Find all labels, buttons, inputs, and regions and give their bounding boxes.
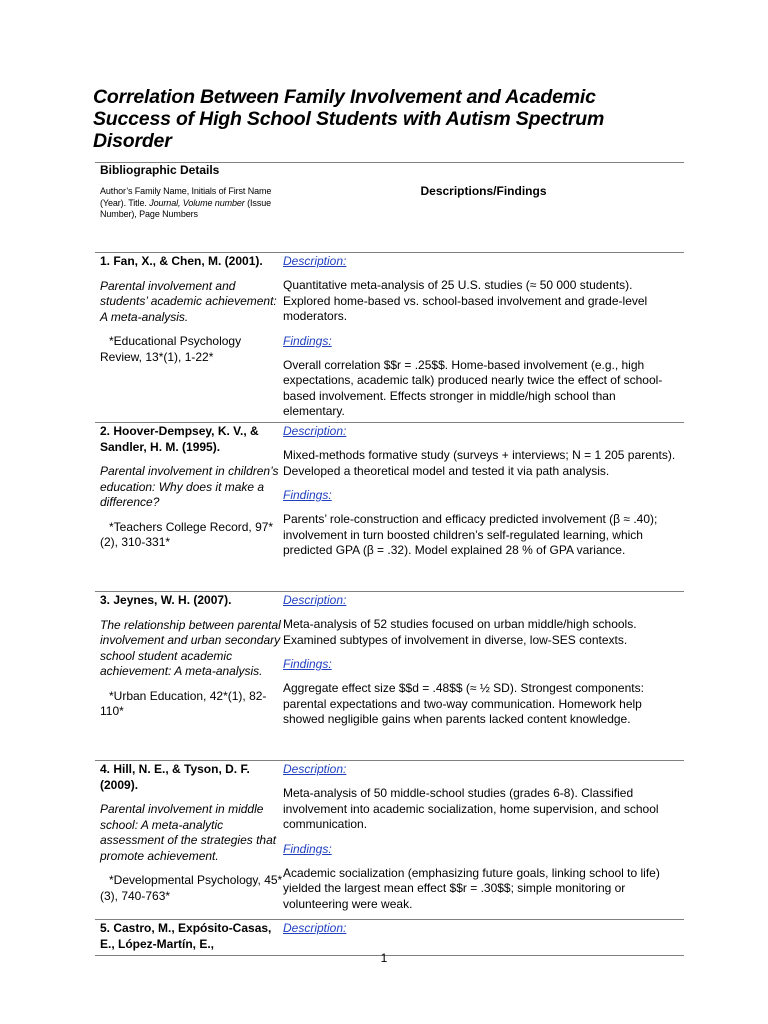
document-title: Correlation Between Family Involvement and Academic Success of High School Students with Autism Spectrum Disorder <box>93 86 605 152</box>
findings-cell <box>283 253 684 423</box>
entry-description: Quantitative meta-analysis of 25 U.S. studies (≈ 50 000 students). Explored home-based vs. school-based involvement and grade-level moderators. <box>283 278 648 323</box>
entry-findings: Academic socialization (emphasizing future goals, linking school to life) yielded the largest mean effect $$r = .30$$; simple monitoring or volunteering were weak. <box>283 865 660 911</box>
entry-authors: 5. Castro, M., Expósito-Casas, E., López-Martín, E., <box>100 921 272 951</box>
findings-label: Findings: <box>283 333 332 348</box>
findings-label: Findings: <box>283 488 332 502</box>
citation-format-journal: Journal, Volume number <box>149 197 245 208</box>
findings-cell <box>283 761 684 920</box>
entry-journal: *Developmental Psychology, 45*(3), 740-763* <box>100 873 283 903</box>
bibliographic-cell <box>95 592 283 761</box>
entry-findings: Overall correlation $$r = .25$$. Home-based involvement (e.g., high expectations, academic talk) produced nearly twice the effect of school-based involvement. Effects stronger in middle/high school than elementary. <box>283 357 663 418</box>
bibliography-table <box>95 162 684 956</box>
findings-label: Findings: <box>283 657 332 671</box>
table-row <box>95 761 684 920</box>
entry-findings: Parents’ role-construction and efficacy predicted involvement (β ≈ .40); involvement in turn boosted children’s self-regulated learning, which predicted GPA (β = .32). Model explained 28 % of GPA variance. <box>283 512 658 557</box>
header-citation-format <box>100 186 283 221</box>
header-descriptions-cell <box>283 163 684 253</box>
header-bibliographic-cell <box>95 163 283 253</box>
table-row <box>95 423 684 592</box>
page-number: 1 <box>380 951 388 965</box>
citation-format-part-1: Author’s Family Name, Initials of First Name (Year). Title. <box>100 186 272 208</box>
table-header-row <box>95 163 684 253</box>
findings-cell <box>283 592 684 761</box>
entry-authors: 4. Hill, N. E., & Tyson, D. F. (2009). <box>100 762 250 792</box>
entry-paper-title: Parental involvement in middle school: A meta-analytic assessment of the strategies that promote achievement. <box>100 802 277 863</box>
entry-description: Meta-analysis of 52 studies focused on urban middle/high schools. Examined subtypes of involvement in diverse, low-SES contexts. <box>283 617 637 647</box>
description-label: Description: <box>283 593 347 607</box>
table-row <box>95 592 684 761</box>
entry-findings: Aggregate effect size $$d = .48$$ (≈ ½ SD). Strongest components: parental expectations and two-way communication. Homework help showed negligible gains when parents lacked content knowledge. <box>283 681 644 726</box>
table-row <box>95 253 684 423</box>
entry-journal: *Urban Education, 42*(1), 82-110* <box>100 688 267 718</box>
entry-description: Mixed-methods formative study (surveys + interviews; N = 1 205 parents). Developed a theoretical model and tested it via path analysis. <box>283 448 676 478</box>
entry-paper-title: Parental involvement in children’s education: Why does it make a difference? <box>100 464 279 509</box>
bibliographic-cell <box>95 423 283 592</box>
entry-authors: 1. Fan, X., & Chen, M. (2001). <box>100 254 263 268</box>
description-label: Description: <box>283 762 347 776</box>
header-bibliographic-title: Bibliographic Details <box>100 163 220 177</box>
header-descriptions-title: Descriptions/Findings <box>420 184 547 198</box>
entry-description: Meta-analysis of 50 middle-school studies (grades 6-8). Classified involvement into academic socialization, home supervision, and school communication. <box>283 786 659 831</box>
description-label: Description: <box>283 424 347 438</box>
findings-cell <box>283 423 684 592</box>
entry-authors: 3. Jeynes, W. H. (2007). <box>100 593 232 607</box>
entry-paper-title: The relationship between parental involvement and urban secondary school student academic achievement: A meta-analysis. <box>100 617 281 678</box>
entry-authors: 2. Hoover-Dempsey, K. V., & Sandler, H. M. (1995). <box>100 424 259 454</box>
entry-paper-title: Parental involvement and students’ academic achievement: A meta-analysis. <box>100 278 277 324</box>
description-label: Description: <box>283 921 347 935</box>
findings-label: Findings: <box>283 841 332 856</box>
entry-journal: *Educational Psychology Review, 13*(1), 1-22* <box>100 334 242 364</box>
description-label: Description: <box>283 254 347 268</box>
bibliographic-cell <box>95 761 283 920</box>
citation-format-part-2: (Issue Number), Page Numbers <box>100 197 272 219</box>
bibliographic-cell <box>95 253 283 423</box>
entry-journal: *Teachers College Record, 97*(2), 310-331* <box>100 519 274 549</box>
